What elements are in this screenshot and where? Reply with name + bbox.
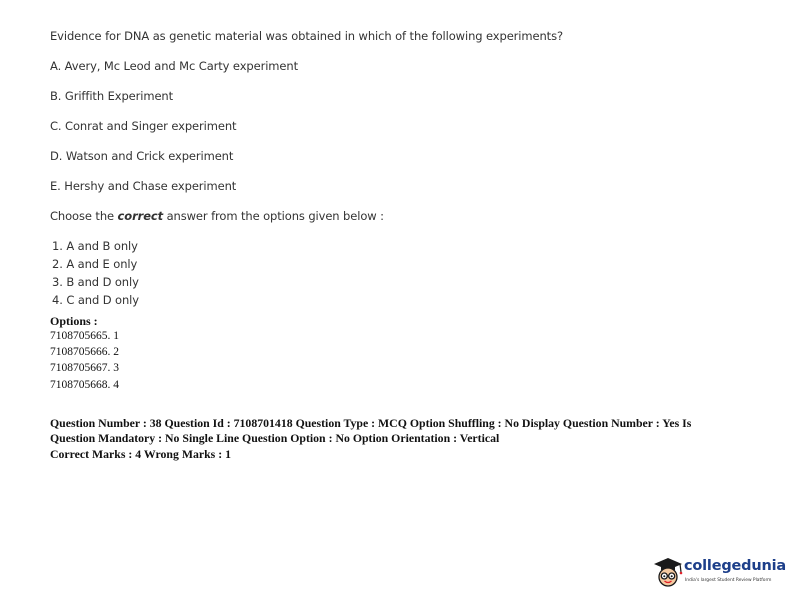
instruction-emphasis: correct — [117, 209, 164, 223]
answer-choice-4: 4. C and D only — [52, 293, 139, 307]
option-id-1: 7108705665. 1 — [50, 330, 119, 342]
statement-c: C. Conrat and Singer experiment — [50, 119, 237, 133]
answer-choice-2: 2. A and E only — [52, 257, 138, 271]
graduate-mascot-icon — [652, 555, 684, 589]
logo-wordmark: collegedunia — [684, 558, 786, 574]
collegedunia-logo — [652, 555, 786, 591]
option-id-2: 7108705666. 2 — [50, 346, 119, 358]
metadata-line-3: Correct Marks : 4 Wrong Marks : 1 — [50, 447, 231, 461]
statement-e: E. Hershy and Chase experiment — [50, 179, 237, 193]
statement-d: D. Watson and Crick experiment — [50, 149, 234, 163]
instruction-suffix: answer from the options given below : — [163, 209, 384, 223]
instruction-prefix: Choose the — [50, 209, 118, 223]
statement-b: B. Griffith Experiment — [50, 89, 174, 103]
logo-tagline: India's largest Student Review Platform — [685, 578, 772, 583]
option-id-4: 7108705668. 4 — [50, 379, 119, 391]
answer-choice-1: 1. A and B only — [52, 239, 138, 253]
options-label: Options : — [50, 314, 98, 328]
question-text: Evidence for DNA as genetic material was obtained in which of the following experiments? — [50, 29, 563, 43]
answer-choice-3: 3. B and D only — [52, 275, 139, 289]
metadata-line-2: Question Mandatory : No Single Line Question Option : No Option Orientation : Vertical — [50, 431, 500, 445]
statement-a: A. Avery, Mc Leod and Mc Carty experiment — [50, 59, 298, 73]
metadata-line-1: Question Number : 38 Question Id : 7108701418 Question Type : MCQ Option Shuffling : No Display Question Number : Yes Is — [50, 416, 692, 430]
option-id-3: 7108705667. 3 — [50, 362, 119, 374]
answer-instruction — [50, 209, 384, 223]
